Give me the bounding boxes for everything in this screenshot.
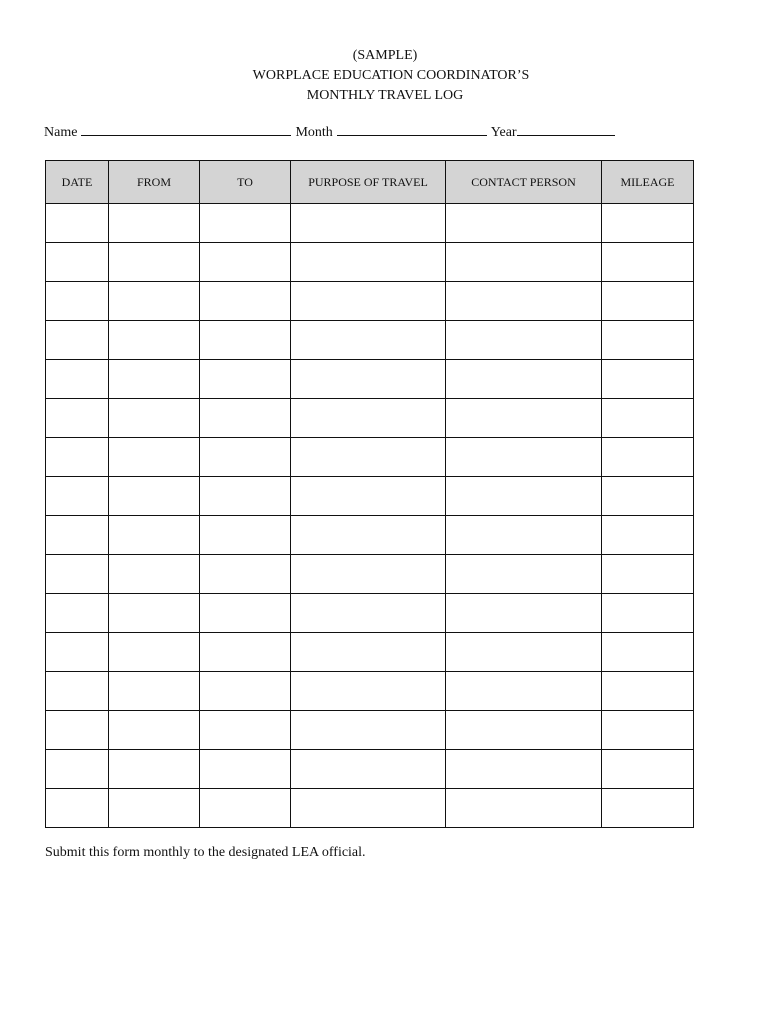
cell-from[interactable] [109,204,200,243]
table-row [46,243,694,282]
cell-from[interactable] [109,672,200,711]
cell-date[interactable] [46,555,109,594]
table-row [46,282,694,321]
cell-purpose[interactable] [291,399,446,438]
cell-from[interactable] [109,555,200,594]
cell-purpose[interactable] [291,750,446,789]
cell-to[interactable] [200,438,291,477]
cell-from[interactable] [109,750,200,789]
table-row [46,516,694,555]
cell-purpose[interactable] [291,711,446,750]
table-row [46,672,694,711]
cell-purpose[interactable] [291,672,446,711]
table-row [46,438,694,477]
cell-mileage[interactable] [602,516,694,555]
column-header-purpose: PURPOSE OF TRAVEL [291,161,446,204]
cell-mileage[interactable] [602,750,694,789]
cell-purpose[interactable] [291,360,446,399]
cell-date[interactable] [46,282,109,321]
cell-mileage[interactable] [602,594,694,633]
cell-to[interactable] [200,399,291,438]
cell-date[interactable] [46,360,109,399]
cell-purpose[interactable] [291,321,446,360]
table-header-row [46,161,694,204]
cell-mileage[interactable] [602,438,694,477]
cell-from[interactable] [109,477,200,516]
cell-date[interactable] [46,399,109,438]
cell-purpose[interactable] [291,438,446,477]
cell-purpose[interactable] [291,594,446,633]
cell-to[interactable] [200,477,291,516]
column-header-contact: CONTACT PERSON [446,161,602,204]
title-travel-log: MONTHLY TRAVEL LOG [306,88,464,103]
travel-log-table [45,160,694,828]
cell-contact[interactable] [446,399,602,438]
cell-purpose[interactable] [291,243,446,282]
table-row [46,711,694,750]
cell-to[interactable] [200,555,291,594]
cell-from[interactable] [109,594,200,633]
table-body [46,204,694,828]
cell-mileage[interactable] [602,633,694,672]
table-row [46,633,694,672]
year-field[interactable] [517,121,615,136]
name-field[interactable] [81,121,291,136]
name-label: Name [44,125,78,140]
cell-to[interactable] [200,672,291,711]
cell-from[interactable] [109,321,200,360]
cell-from[interactable] [109,243,200,282]
cell-to[interactable] [200,321,291,360]
column-header-mileage: MILEAGE [602,161,694,204]
table-row [46,399,694,438]
month-label: Month [295,125,333,140]
cell-mileage[interactable] [602,789,694,828]
table-row [46,750,694,789]
cell-mileage[interactable] [602,321,694,360]
cell-date[interactable] [46,633,109,672]
cell-date[interactable] [46,438,109,477]
column-header-to: TO [200,161,291,204]
table-row [46,204,694,243]
cell-from[interactable] [109,711,200,750]
cell-to[interactable] [200,243,291,282]
cell-contact[interactable] [446,321,602,360]
cell-from[interactable] [109,360,200,399]
cell-date[interactable] [46,477,109,516]
column-header-from: FROM [109,161,200,204]
cell-contact[interactable] [446,204,602,243]
cell-purpose[interactable] [291,204,446,243]
cell-contact[interactable] [446,672,602,711]
cell-contact[interactable] [446,438,602,477]
table-row [46,477,694,516]
title-sample: (SAMPLE) [352,48,418,63]
cell-date[interactable] [46,594,109,633]
month-field[interactable] [337,121,487,136]
cell-mileage[interactable] [602,204,694,243]
cell-date[interactable] [46,516,109,555]
cell-date[interactable] [46,711,109,750]
cell-date[interactable] [46,321,109,360]
cell-from[interactable] [109,282,200,321]
cell-to[interactable] [200,789,291,828]
cell-contact[interactable] [446,243,602,282]
cell-mileage[interactable] [602,282,694,321]
cell-from[interactable] [109,789,200,828]
form-title [0,46,770,106]
cell-to[interactable] [200,204,291,243]
table-row [46,789,694,828]
submission-note: Submit this form monthly to the designated LEA official. [45,845,366,860]
cell-from[interactable] [109,516,200,555]
cell-purpose[interactable] [291,516,446,555]
cell-purpose[interactable] [291,282,446,321]
cell-from[interactable] [109,438,200,477]
cell-contact[interactable] [446,555,602,594]
cell-mileage[interactable] [602,477,694,516]
cell-from[interactable] [109,399,200,438]
cell-contact[interactable] [446,282,602,321]
cell-purpose[interactable] [291,633,446,672]
cell-purpose[interactable] [291,555,446,594]
cell-to[interactable] [200,711,291,750]
cell-date[interactable] [46,204,109,243]
table-row [46,555,694,594]
cell-contact[interactable] [446,789,602,828]
cell-contact[interactable] [446,711,602,750]
cell-contact[interactable] [446,594,602,633]
cell-mileage[interactable] [602,399,694,438]
cell-from[interactable] [109,633,200,672]
cell-purpose[interactable] [291,789,446,828]
cell-mileage[interactable] [602,555,694,594]
table-row [46,360,694,399]
cell-mileage[interactable] [602,243,694,282]
cell-to[interactable] [200,516,291,555]
cell-to[interactable] [200,594,291,633]
cell-date[interactable] [46,243,109,282]
cell-contact[interactable] [446,750,602,789]
cell-date[interactable] [46,750,109,789]
cell-date[interactable] [46,789,109,828]
table-row [46,321,694,360]
cell-to[interactable] [200,360,291,399]
column-header-date: DATE [46,161,109,204]
cell-contact[interactable] [446,360,602,399]
cell-mileage[interactable] [602,360,694,399]
cell-to[interactable] [200,633,291,672]
info-fields [44,121,615,143]
cell-mileage[interactable] [602,711,694,750]
cell-contact[interactable] [446,477,602,516]
year-label: Year [490,125,517,140]
cell-date[interactable] [46,672,109,711]
cell-purpose[interactable] [291,477,446,516]
title-coordinator: WORPLACE EDUCATION COORDINATOR’S [252,68,530,83]
table-row [46,594,694,633]
cell-contact[interactable] [446,516,602,555]
cell-to[interactable] [200,750,291,789]
cell-mileage[interactable] [602,672,694,711]
cell-to[interactable] [200,282,291,321]
cell-contact[interactable] [446,633,602,672]
